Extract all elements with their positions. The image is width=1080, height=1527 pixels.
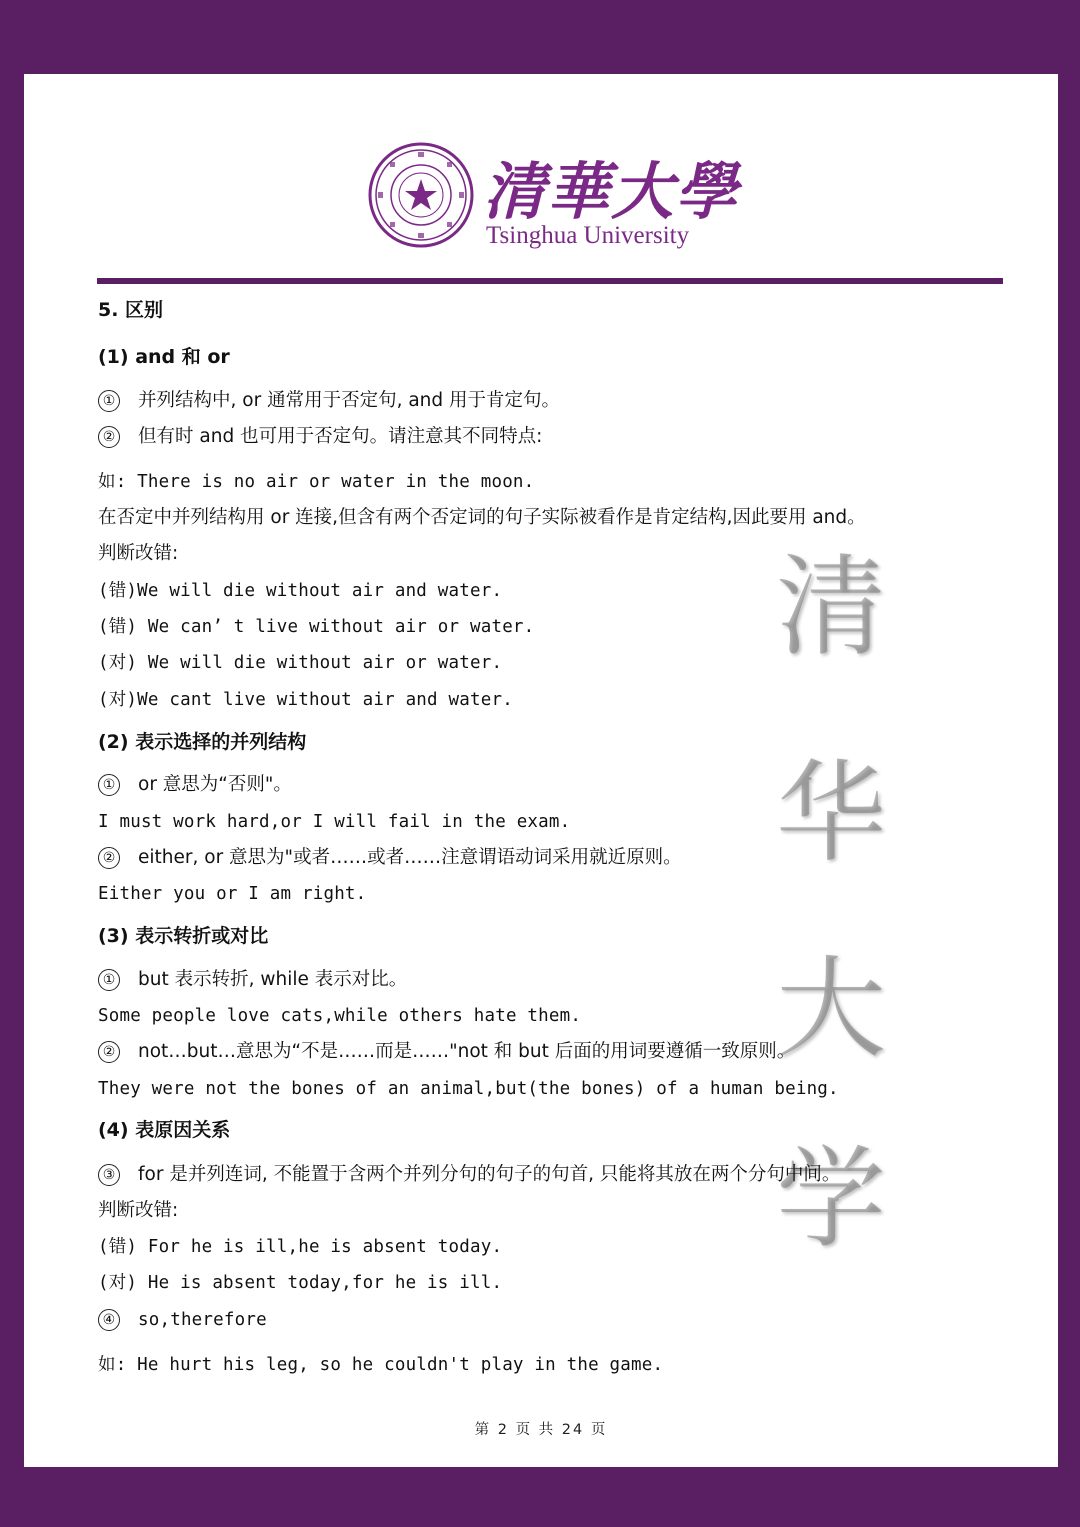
header-divider: [97, 278, 1003, 284]
item-marker: ②: [98, 847, 120, 869]
item-marker: ①: [98, 390, 120, 412]
item-text: so,therefore: [138, 1310, 267, 1330]
watermark-char: 大: [776, 945, 886, 1073]
item-marker: ②: [98, 1041, 120, 1063]
correction-item: (对)We cant live without air and water.: [98, 690, 513, 710]
item-marker: ①: [98, 969, 120, 991]
correction-item: (错)We will die without air and water.: [98, 581, 503, 601]
item-marker: ②: [98, 426, 120, 448]
item-text: 但有时 and 也可用于否定句。请注意其不同特点:: [138, 426, 543, 447]
item-text: for 是并列连词, 不能置于含两个并列分句的句子的句首, 只能将其放在两个分句中间。: [138, 1164, 841, 1185]
section-heading: 5. 区别: [98, 299, 164, 321]
correction-item: (错) We can’ t live without air or water.: [98, 617, 535, 637]
watermark-char: 华: [776, 749, 886, 877]
numbered-item: [98, 846, 682, 870]
university-seal-icon: [368, 142, 474, 248]
item-marker: ③: [98, 1164, 120, 1186]
example-sentence: 如: There is no air or water in the moon.: [98, 472, 535, 492]
numbered-item: [98, 773, 292, 797]
item-text: either, or 意思为"或者……或者……注意谓语动词采用就近原则。: [138, 847, 682, 868]
item-marker: ①: [98, 774, 120, 796]
example-sentence: They were not the bones of an animal,but(the bones) of a human being.: [98, 1079, 839, 1099]
logo-english-name: Tsinghua University: [486, 222, 690, 249]
item-text: or 意思为“否则"。: [138, 774, 292, 795]
numbered-item: [98, 389, 560, 413]
subsection-heading: (2) 表示选择的并列结构: [98, 731, 307, 753]
watermark-char: 清: [776, 543, 886, 671]
subsection-heading: (3) 表示转折或对比: [98, 925, 269, 947]
subsection-heading: (4) 表原因关系: [98, 1119, 231, 1141]
example-sentence: I must work hard,or I will fail in the exam.: [98, 812, 571, 832]
page-footer: 第 2 页 共 24 页: [474, 1422, 608, 1438]
correction-item: (对) He is absent today,for he is ill.: [98, 1273, 503, 1293]
example-sentence: Some people love cats,while others hate them.: [98, 1006, 582, 1026]
logo-chinese-name: 清華大學: [483, 155, 740, 228]
item-marker: ④: [98, 1309, 120, 1331]
item-text: 并列结构中, or 通常用于否定句, and 用于肯定句。: [138, 390, 561, 411]
example-sentence: 如: He hurt his leg, so he couldn't play in the game.: [98, 1355, 664, 1375]
item-text: not…but…意思为“不是……而是……"not 和 but 后面的用词要遵循一致原则。: [138, 1041, 796, 1062]
numbered-item: [98, 1163, 840, 1187]
exercise-label: 判断改错:: [98, 543, 179, 564]
item-text: but 表示转折, while 表示对比。: [138, 969, 408, 990]
numbered-item: [98, 968, 407, 992]
correction-item: (错) For he is ill,he is absent today.: [98, 1237, 503, 1257]
explanation-text: 在否定中并列结构用 or 连接,但含有两个否定词的句子实际被看作是肯定结构,因此要用 and。: [98, 507, 866, 528]
watermark-char: 学: [776, 1135, 886, 1263]
example-sentence: Either you or I am right.: [98, 884, 367, 904]
document-page: [24, 74, 1058, 1467]
numbered-item: [98, 1308, 267, 1332]
numbered-item: [98, 1040, 795, 1064]
numbered-item: [98, 425, 542, 449]
correction-item: (对) We will die without air or water.: [98, 653, 503, 673]
subsection-heading: (1) and 和 or: [98, 346, 230, 368]
exercise-label: 判断改错:: [98, 1200, 179, 1221]
university-logo: [368, 142, 768, 254]
